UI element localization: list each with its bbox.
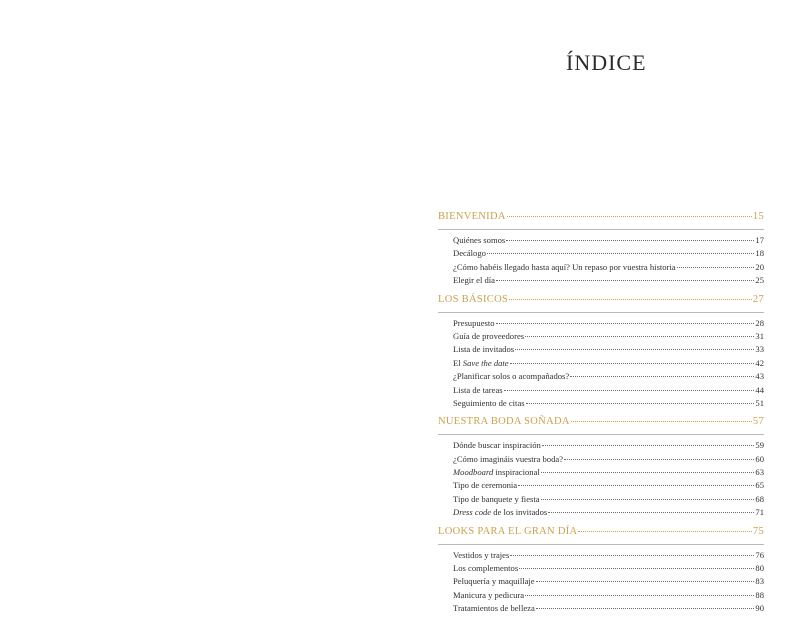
section-page-number: 57 [752,416,764,428]
entry-label [453,318,495,328]
entry-label-pre: Tratamientos de belleza [453,603,535,614]
entry-page-number: 83 [755,576,764,587]
toc-entry[interactable] [438,590,764,603]
dot-leader [506,240,754,241]
dot-leader [504,390,755,391]
entry-page-number: 18 [755,248,764,259]
entry-label-pre: Peluquería y maquillaje [453,576,535,587]
entry-label [453,371,569,381]
dot-leader [578,531,751,532]
entry-page-number: 20 [755,261,764,272]
dot-leader [487,253,754,254]
entry-label [453,440,541,450]
entry-label [453,262,676,272]
toc-entry[interactable] [438,440,764,453]
toc-section [438,211,764,289]
toc-section-heading[interactable] [438,416,764,432]
entry-label-pre: Elegir el día [453,275,495,286]
page-title: ÍNDICE [566,50,647,75]
toc-entry[interactable] [438,318,764,331]
entry-label [453,248,486,258]
entry-label-post: inspiracional [493,467,540,478]
toc-entry[interactable] [438,248,764,261]
dot-leader [518,485,754,486]
entry-label-pre: ¿Cómo habéis llegado hasta aquí? Un repaso por vuestra historia [453,261,676,272]
toc-entry[interactable] [438,385,764,398]
toc-entry[interactable] [438,454,764,467]
entry-page-number: 68 [755,493,764,504]
dot-leader [510,363,755,364]
section-page-number: 15 [752,211,764,222]
entry-label-pre: ¿Planificar solos o acompañados? [453,371,570,382]
section-title: NUESTRA BODA SOÑADA [438,416,570,428]
entry-label-pre: ¿Cómo imagináis vuestra boda? [453,453,564,464]
entry-label-pre: Guía de proveedores [453,330,525,341]
toc-entry[interactable] [438,603,764,616]
dot-leader [541,472,755,473]
entry-label-pre: Quiénes somos [453,235,506,245]
dot-leader [525,595,754,596]
dot-leader [515,349,754,350]
dot-leader [507,216,752,217]
entry-label-italic: Dress code [453,507,492,518]
entry-page-number: 90 [755,603,764,614]
dot-leader [677,267,755,268]
toc-entry[interactable] [438,550,764,563]
entry-label-pre: Dónde buscar inspiración [453,440,541,451]
entry-page-number: 42 [755,357,764,368]
toc-entry[interactable] [438,494,764,507]
toc-entry[interactable] [438,262,764,275]
entry-page-number: 88 [755,589,764,600]
dot-leader [496,323,755,324]
section-title: LOOKS PARA EL GRAN DÍA [438,525,578,537]
dot-leader [536,608,755,609]
entry-label-pre: Tipo de ceremonia [453,480,518,491]
toc-entry[interactable] [438,398,764,411]
entry-label [453,398,525,408]
toc-entry[interactable] [438,331,764,344]
entry-page-number: 65 [755,480,764,491]
toc-entry[interactable] [438,563,764,576]
toc-entry[interactable] [438,371,764,384]
entry-label [453,454,563,464]
dot-leader [496,280,754,281]
entry-label [453,494,540,504]
section-page-number: 27 [752,293,764,305]
section-divider [438,434,764,435]
entry-label [453,603,535,613]
dot-leader [570,376,754,377]
entry-label-pre: Los complementos [453,563,519,574]
dot-leader [541,499,755,500]
toc-entry[interactable] [438,344,764,357]
entry-label-pre: Lista de tareas [453,384,503,395]
table-of-contents [438,211,764,622]
toc-section [438,526,764,617]
entry-label [453,275,495,285]
section-title: LOS BÁSICOS [438,293,509,305]
toc-entry[interactable] [438,235,764,248]
entry-page-number: 31 [755,330,764,341]
toc-entry[interactable] [438,576,764,589]
toc-section [438,416,764,520]
entry-label-italic: Save the date [462,357,509,368]
toc-entry[interactable] [438,507,764,520]
entry-label [453,480,517,490]
entry-page-number: 33 [755,344,764,355]
entry-label [453,576,535,586]
toc-entry[interactable] [438,358,764,371]
dot-leader [525,336,754,337]
entry-label [453,344,514,354]
section-divider [438,312,764,313]
toc-entry[interactable] [438,467,764,480]
toc-section [438,294,764,412]
section-divider [438,229,764,230]
dot-leader [548,512,754,513]
entry-page-number: 44 [755,384,764,395]
dot-leader [536,581,755,582]
entry-page-number: 25 [755,275,764,286]
entry-label [453,358,509,368]
entry-page-number: 63 [755,467,764,478]
entry-page-number: 17 [755,235,764,245]
entry-label [453,331,524,341]
dot-leader [571,421,752,422]
entry-label-pre: Tipo de banquete y fiesta [453,493,540,504]
entry-label-italic: Moodboard [453,467,494,478]
section-title: BIENVENIDA [438,211,506,222]
dot-leader [564,459,754,460]
entry-page-number: 76 [755,549,764,560]
entry-label [453,385,503,395]
section-divider [438,544,764,545]
entry-label-pre: Seguimiento de citas [453,397,525,408]
entry-label-post: de los invitados [491,507,548,518]
dot-leader [509,299,752,300]
dot-leader [510,555,754,556]
entry-label-pre: Presupuesto [453,317,495,328]
entry-label [453,235,505,245]
toc-entry[interactable] [438,480,764,493]
entry-label-pre: Decálogo [453,248,486,259]
entry-page-number: 60 [755,453,764,464]
entry-page-number: 59 [755,440,764,451]
entry-label-pre: Manicura y pedicura [453,589,525,600]
entry-label-pre: El [453,357,463,368]
entry-page-number: 51 [755,397,764,408]
entry-label-pre: Vestidos y trajes [453,549,510,560]
entry-page-number: 80 [755,563,764,574]
toc-section-heading[interactable] [438,526,764,542]
entry-label [453,467,540,477]
toc-entry[interactable] [438,275,764,288]
entry-label [453,590,524,600]
entry-label [453,550,509,560]
entry-page-number: 71 [755,507,764,518]
entry-page-number: 43 [755,371,764,382]
toc-section-heading[interactable] [438,294,764,310]
toc-section-heading[interactable] [438,211,764,227]
dot-leader [526,403,755,404]
entry-label [453,507,547,517]
dot-leader [519,568,754,569]
entry-label-pre: Lista de invitados [453,344,515,355]
dot-leader [542,445,755,446]
entry-label [453,563,518,573]
left-page-blank [0,0,400,573]
entry-page-number: 28 [755,317,764,328]
section-page-number: 75 [752,525,764,537]
